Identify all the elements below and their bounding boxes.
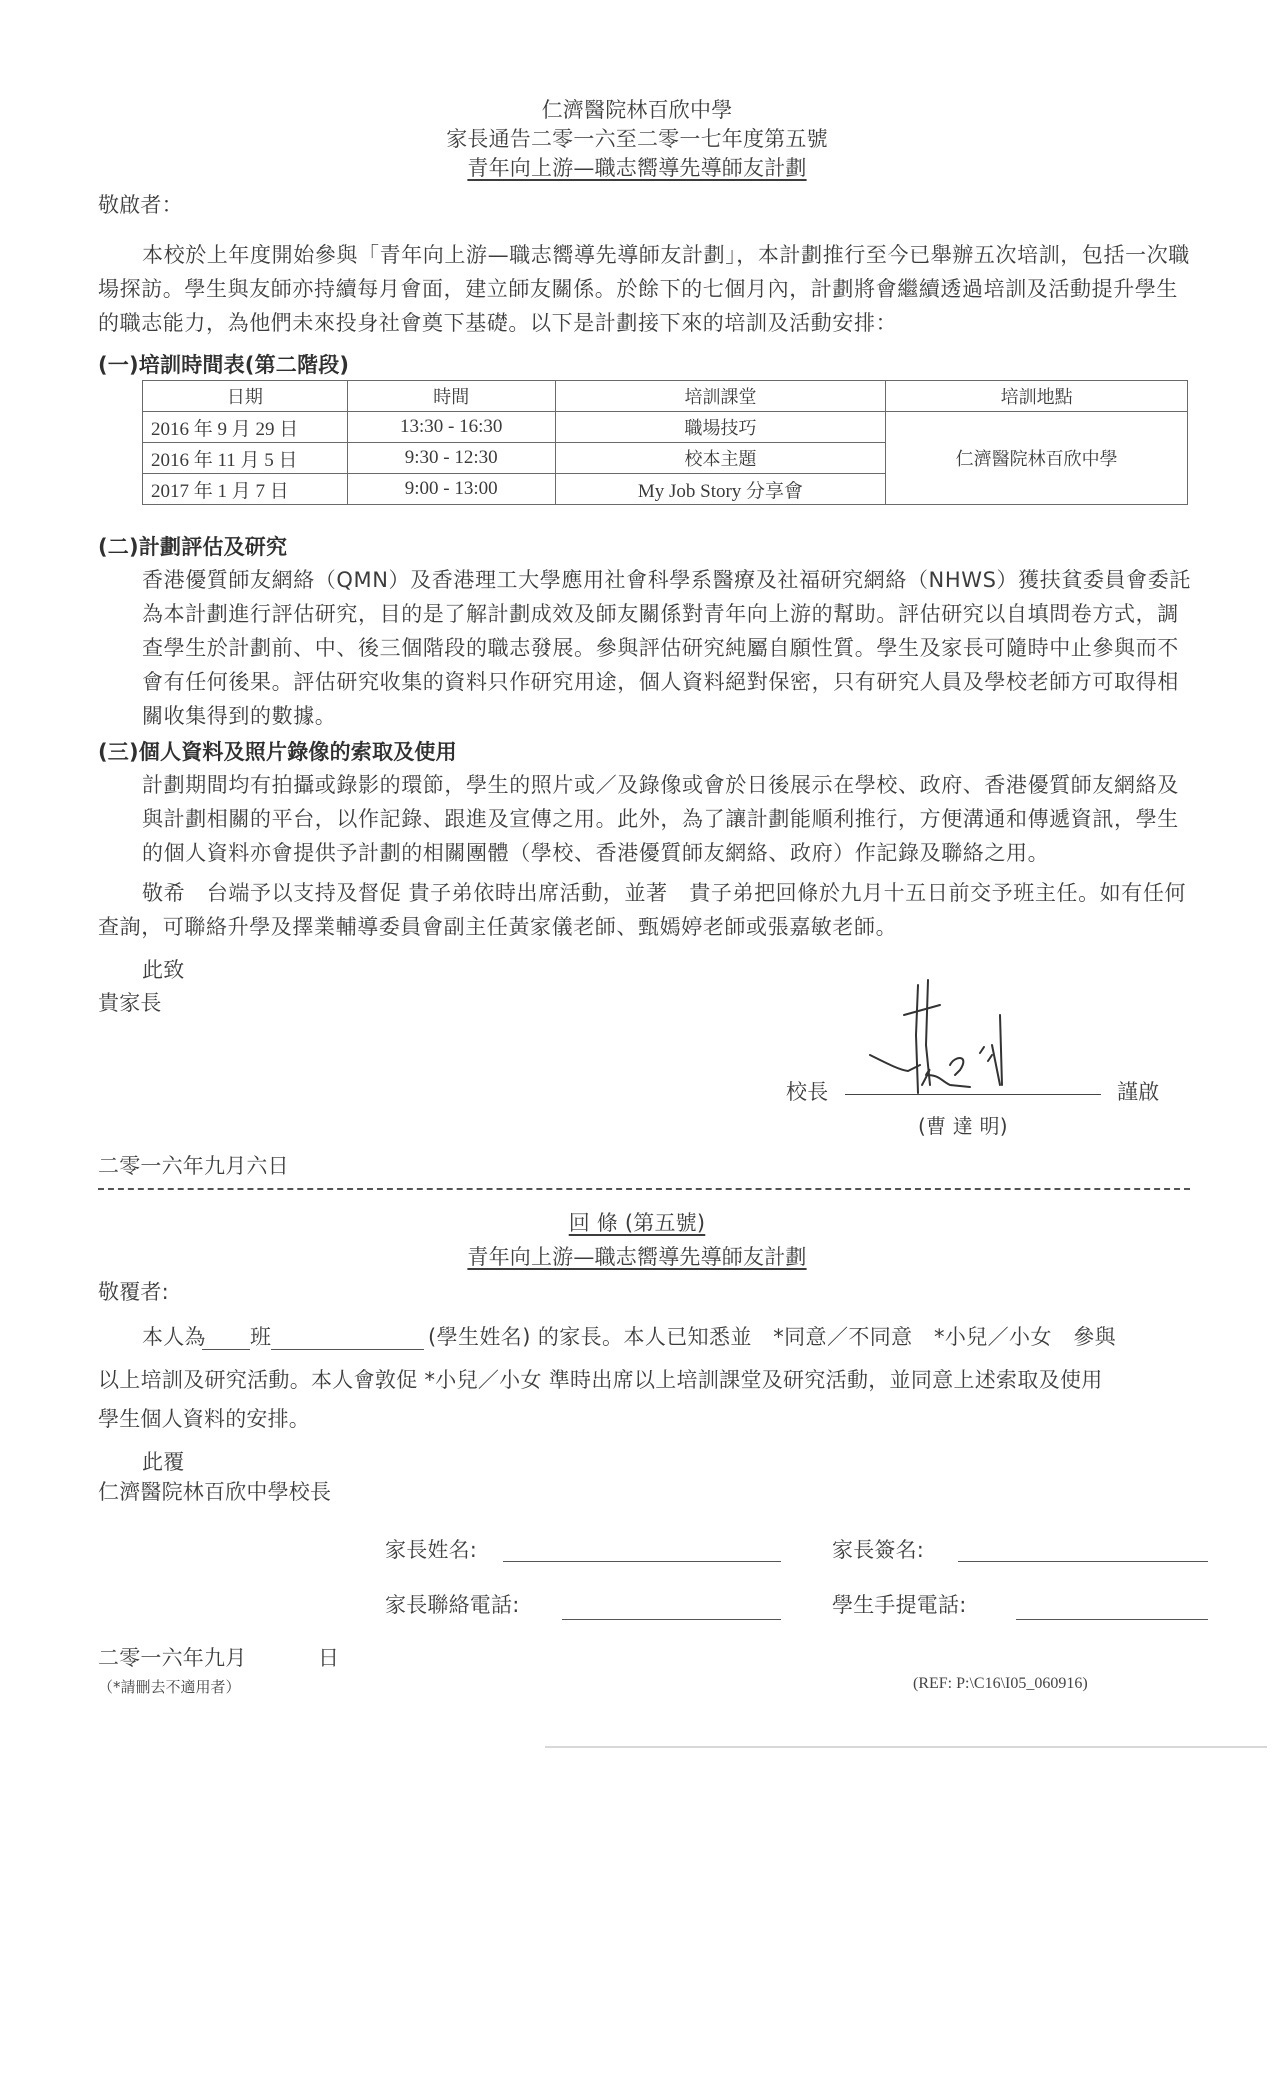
row-course: 校本主題	[555, 443, 886, 474]
student-mobile-label: 學生手提電話:	[832, 1593, 967, 1617]
intro-paragraph: 本校於上年度開始參與「青年向上游—職志嚮導先導師友計劃」，本計劃推行至今已舉辦五次培訓，包括一次職場探訪。學生與友師亦持續每月會面，建立師友關係。於餘下的七個月內，計劃將會繼續透過培訓及活動提升學生的職志能力，為他們未來投身社會奠下基礎。以下是計劃接下來的培訓及活動安排：	[98, 243, 1190, 335]
notice-number: 家長通告二零一六至二零一七年度第五號	[446, 127, 828, 151]
student-name-blank[interactable]	[271, 1349, 424, 1350]
parent-signature-field[interactable]	[958, 1561, 1208, 1562]
venue-cell: 仁濟醫院林百欣中學	[886, 412, 1188, 505]
section3-body: 計劃期間均有拍攝或錄影的環節，學生的照片或／及錄像或會於日後展示在學校、政府、香港優質師友網絡及與計劃相關的平台，以作記錄、跟進及宣傳之用。此外，為了讓計劃能順利推行，方便溝通和傳遞資訊，學生的個人資料亦會提供予計劃的相關團體（學校、香港優質師友網絡、政府）作記錄及聯絡之用。	[142, 773, 1179, 865]
school-name: 仁濟醫院林百欣中學	[541, 98, 733, 122]
principal-name: (曹 達 明)	[918, 1114, 1008, 1138]
row-time: 9:30 - 12:30	[347, 443, 555, 474]
row-time: 13:30 - 16:30	[347, 412, 555, 443]
cut-line	[98, 1188, 1190, 1190]
respectfully: 謹啟	[1117, 1080, 1160, 1104]
ci-zhi: 此致	[142, 958, 185, 982]
ci-fu: 此覆	[142, 1450, 185, 1474]
notice-date: 二零一六年九月六日	[98, 1154, 289, 1178]
header-venue: 培訓地點	[886, 381, 1188, 412]
reply-slip-title: 回 條 (第五號)	[568, 1211, 706, 1235]
table-header-row	[143, 381, 1188, 412]
header-time: 時間	[347, 381, 555, 412]
row-date: 2016 年 11 月 5 日	[143, 443, 348, 474]
parent-phone-label: 家長聯絡電話:	[385, 1593, 520, 1617]
principal-signature	[860, 975, 1060, 1095]
principal-label: 校長	[786, 1080, 829, 1104]
training-schedule-table	[142, 380, 1188, 505]
section3-heading: (三)個人資料及照片錄像的索取及使用	[98, 740, 457, 764]
row-time: 9:00 - 13:00	[347, 474, 555, 505]
closing-paragraph: 敬希 台端予以支持及督促 貴子弟依時出席活動，並著 貴子弟把回條於九月十五日前交予班主任。如有任何查詢，可聯絡升學及擇業輔導委員會副主任黃家儀老師、甄嫣婷老師或張嘉敏老師。	[98, 881, 1187, 939]
parent-phone-field[interactable]	[562, 1619, 781, 1620]
row-course: 職場技巧	[555, 412, 886, 443]
table-row	[143, 412, 1188, 443]
section2-heading: (二)計劃評估及研究	[98, 535, 288, 559]
salutation: 敬啟者：	[98, 193, 183, 217]
row-course: My Job Story 分享會	[555, 474, 886, 505]
header-course: 培訓課堂	[555, 381, 886, 412]
signature-line	[845, 1094, 1101, 1095]
section1-heading: (一)培訓時間表(第二階段)	[98, 353, 350, 377]
reply-title-wrap	[0, 1213, 1274, 1234]
reply-salutation: 敬覆者:	[98, 1280, 169, 1304]
reply-line1-suffix: (學生姓名) 的家長。本人已知悉並 *同意／不同意 *小兒／小女 參與	[428, 1325, 1117, 1349]
reply-line2: 以上培訓及研究活動。本人會敦促 *小兒／小女 準時出席以上培訓課堂及研究活動，並同意上述索取及使用	[98, 1368, 1103, 1392]
reply-line1-prefix: 本人為	[142, 1325, 206, 1349]
reply-line3: 學生個人資料的安排。	[98, 1407, 310, 1431]
parent-name-label: 家長姓名:	[385, 1538, 478, 1562]
student-mobile-field[interactable]	[1016, 1619, 1208, 1620]
reply-line1-class: 班	[250, 1325, 272, 1349]
program-title-wrap	[0, 158, 1274, 179]
section2-body: 香港優質師友網絡（QMN）及香港理工大學應用社會科學系醫療及社福研究網絡（NHWS）獲扶貧委員會委託為本計劃進行評估研究，目的是了解計劃成效及師友關係對青年向上游的幫助。評估研究以自填問卷方式，調查學生於計劃前、中、後三個階段的職志發展。參與評估研究純屬自願性質。學生及家長可隨時中止參與而不會有任何後果。評估研究收集的資料只作研究用途，個人資料絕對保密，只有研究人員及學校老師方可取得相關收集得到的數據。	[142, 568, 1191, 728]
reference-code: (REF: P:\C16\I05_060916)	[913, 1675, 1088, 1692]
header-date: 日期	[143, 381, 348, 412]
parent-name-field[interactable]	[503, 1561, 781, 1562]
program-title: 青年向上游—職志嚮導先導師友計劃	[467, 156, 807, 180]
row-date: 2017 年 1 月 7 日	[143, 474, 348, 505]
recipient: 貴家長	[98, 991, 162, 1015]
scan-edge-line	[545, 1746, 1267, 1748]
reply-date-prefix: 二零一六年九月	[98, 1646, 247, 1670]
delete-note: （*請刪去不適用者）	[98, 1678, 241, 1696]
reply-program-title-wrap	[0, 1247, 1274, 1268]
reply-addressee: 仁濟醫院林百欣中學校長	[98, 1480, 332, 1504]
class-blank[interactable]	[202, 1349, 250, 1350]
row-date: 2016 年 9 月 29 日	[143, 412, 348, 443]
reply-date-day: 日	[318, 1646, 340, 1670]
parent-signature-label: 家長簽名:	[832, 1538, 925, 1562]
reply-program-title: 青年向上游—職志嚮導先導師友計劃	[467, 1245, 807, 1269]
